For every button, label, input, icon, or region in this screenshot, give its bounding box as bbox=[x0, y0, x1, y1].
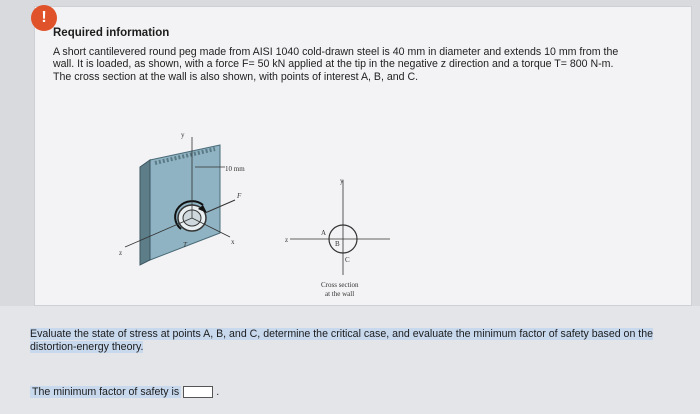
answer-suffix: . bbox=[216, 386, 220, 398]
point-b-label: B bbox=[335, 240, 340, 248]
problem-line-1: A short cantilevered round peg made from AISI 1040 cold-drawn steel is 40 mm in diameter and extends 10 mm from the bbox=[53, 46, 619, 58]
x-label-left: x bbox=[231, 238, 235, 246]
answer-row bbox=[30, 384, 219, 400]
problem-statement bbox=[53, 46, 673, 83]
caption-line-1: Cross section bbox=[321, 281, 359, 289]
dim-label: 10 mm bbox=[225, 165, 245, 173]
factor-of-safety-input[interactable] bbox=[183, 386, 213, 398]
question-area bbox=[0, 306, 700, 414]
question-line-1: Evaluate the state of stress at points A, B, and C, determine the critical case, and evaluate the minimum factor of safety based on the bbox=[30, 328, 654, 340]
exclamation-icon: ! bbox=[31, 5, 57, 31]
point-a-label: A bbox=[321, 229, 327, 237]
peg-figure bbox=[95, 125, 395, 305]
y-label-right: y bbox=[340, 177, 344, 185]
question-line-2: distortion-energy theory. bbox=[30, 340, 144, 353]
answer-label: The minimum factor of safety is bbox=[32, 386, 180, 398]
y-label-left: y bbox=[181, 131, 185, 139]
caption-line-2: at the wall bbox=[325, 290, 355, 298]
z-label-left: z bbox=[119, 249, 123, 257]
wall-edge bbox=[140, 160, 150, 265]
problem-line-3: The cross section at the wall is also shown, with points of interest A, B, and C. bbox=[53, 70, 419, 83]
problem-card bbox=[34, 6, 692, 306]
torque-label: T bbox=[183, 241, 187, 249]
force-label: F bbox=[237, 192, 242, 200]
point-c-label: C bbox=[345, 256, 350, 264]
z-label-right: z bbox=[285, 236, 289, 244]
evaluation-question bbox=[30, 328, 670, 353]
problem-line-2: wall. It is loaded, as shown, with a force F= 50 kN applied at the tip in the negative z direction and a torque T= 800 N-m. bbox=[53, 58, 614, 71]
required-info-heading: Required information bbox=[53, 27, 170, 39]
